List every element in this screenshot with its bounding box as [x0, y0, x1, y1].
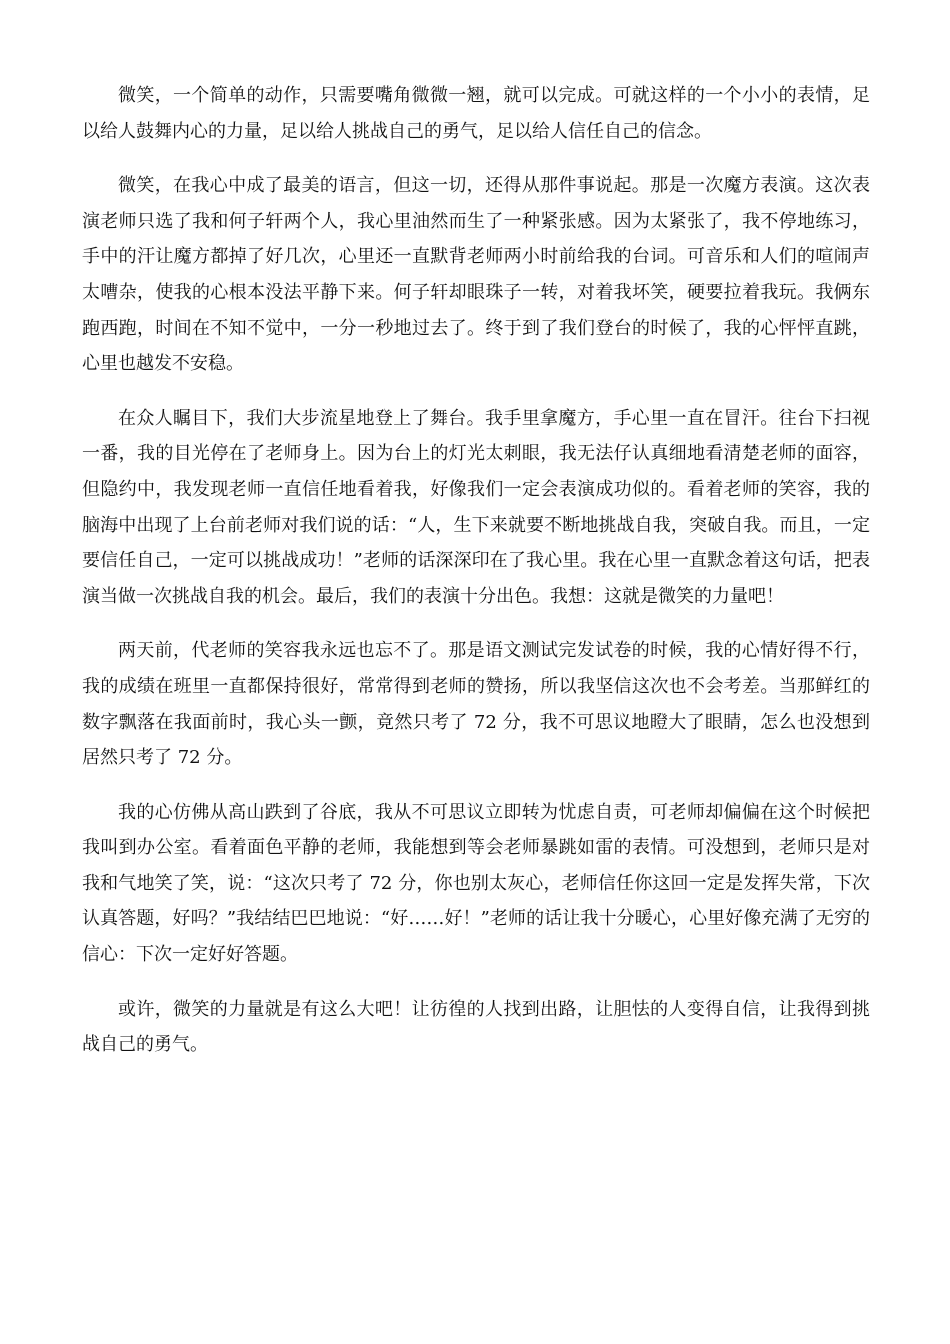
paragraph-5: 我的心仿佛从高山跌到了谷底，我从不可思议立即转为忧虑自责，可老师却偏偏在这个时候把我叫到办公室。看着面色平静的老师，我能想到等会老师暴跳如雷的表情。可没想到，老师只是对我和气地笑了笑，说：“这次只考了 72 分，你也别太灰心，老师信任你这回一定是发挥失常，下次认真答题，好吗？”我结结巴巴地说：“好……好！”老师的话让我十分暖心，心里好像充满了无穷的信心：下次一定好好答题。 — [82, 801, 870, 966]
paragraph-3: 在众人瞩目下，我们大步流星地登上了舞台。我手里拿魔方，手心里一直在冒汗。往台下扫视一番，我的目光停在了老师身上。因为台上的灯光太刺眼，我无法仔认真细地看清楚老师的面容，但隐约中，我发现老师一直信任地看着我，好像我们一定会表演成功似的。看着老师的笑容，我的脑海中出现了上台前老师对我们说的话：“人，生下来就要不断地挑战自我，突破自我。而且，一定要信任自己，一定可以挑战成功！”老师的话深深印在了我心里。我在心里一直默念着这句话，把表演当做一次挑战自我的机会。最后，我们的表演十分出色。我想：这就是微笑的力量吧！ — [82, 407, 870, 607]
paragraph-2: 微笑，在我心中成了最美的语言，但这一切，还得从那件事说起。那是一次魔方表演。这次表演老师只选了我和何子轩两个人，我心里油然而生了一种紧张感。因为太紧张了，我不停地练习，手中的汗让魔方都掉了好几次，心里还一直默背老师两小时前给我的台词。可音乐和人们的喧闹声太嘈杂，使我的心根本没法平静下来。何子轩却眼珠子一转，对着我坏笑，硬要拉着我玩。我俩东跑西跑，时间在不知不觉中，一分一秒地过去了。终于到了我们登台的时候了，我的心怦怦直跳，心里也越发不安稳。 — [82, 175, 870, 375]
paragraph-1: 微笑，一个简单的动作，只需要嘴角微微一翘，就可以完成。可就这样的一个小小的表情，足以给人鼓舞内心的力量，足以给人挑战自己的勇气，足以给人信任自己的信念。 — [82, 85, 870, 142]
document-body — [82, 78, 870, 1082]
paragraph-6: 或许，微笑的力量就是有这么大吧！让彷徨的人找到出路，让胆怯的人变得自信，让我得到挑战自己的勇气。 — [82, 998, 870, 1056]
paragraph-4: 两天前，代老师的笑容我永远也忘不了。那是语文测试完发试卷的时候，我的心情好得不行，我的成绩在班里一直都保持很好，常常得到老师的赞扬，所以我坚信这次也不会考差。当那鲜红的数字飘落在我面前时，我心头一颤，竟然只考了 72 分，我不可思议地瞪大了眼睛，怎么也没想到居然只考了 72 分。 — [82, 640, 870, 769]
